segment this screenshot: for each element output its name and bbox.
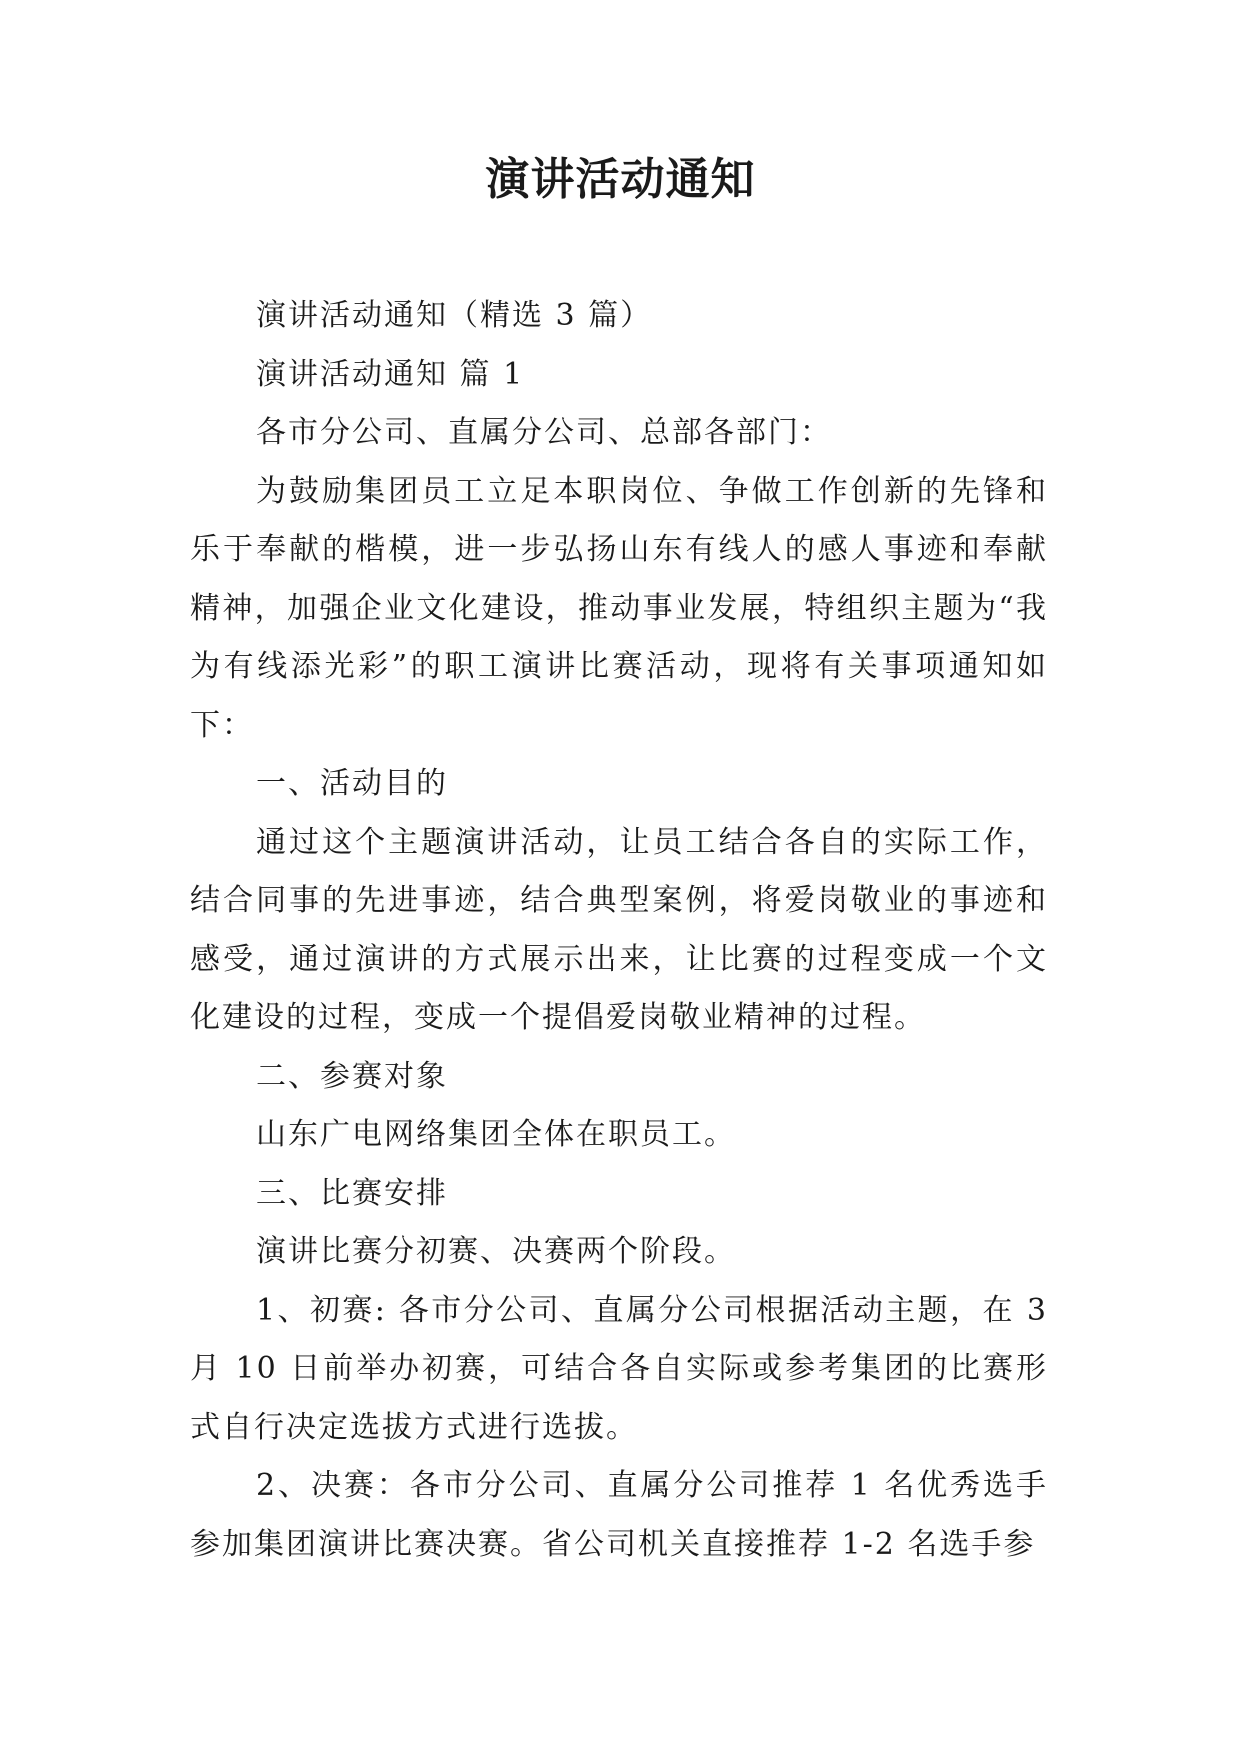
paragraph-preliminary: 1、初赛: 各市分公司、直属分公司根据活动主题，在 3 月 10 日前举办初赛，可结合各自实际或参考集团的比赛形式自行决定选拔方式进行选拔。 [190, 1292, 1048, 1445]
heading-participants: 二、参赛对象 [256, 1058, 448, 1094]
paragraph-salutation: 各市分公司、直属分公司、总部各部门： [256, 415, 832, 450]
heading-schedule: 三、比赛安排 [256, 1175, 448, 1211]
paragraph-schedule: 演讲比赛分初赛、决赛两个阶段。 [256, 1234, 736, 1269]
paragraph-final: 2、决赛：各市分公司、直属分公司推荐 1 名优秀选手参加集团演讲比赛决赛。省公司机关直接推荐 1-2 名选手参 [190, 1468, 1048, 1562]
paragraph-subtitle: 演讲活动通知（精选 3 篇） [256, 298, 653, 333]
paragraph-section-heading: 演讲活动通知 篇 1 [256, 356, 525, 392]
paragraph-intro: 为鼓励集团员工立足本职岗位、争做工作创新的先锋和乐于奉献的楷模，进一步弘扬山东有线人的感人事迹和奉献精神，加强企业文化建设，推动事业发展，特组织主题为“我为有线添光彩”的职工演讲比赛活动，现将有关事项通知如下： [190, 473, 1048, 743]
document-title: 演讲活动通知 [485, 154, 756, 205]
document-body [190, 287, 1048, 1574]
paragraph-participants: 山东广电网络集团全体在职员工。 [256, 1117, 736, 1152]
heading-purpose: 一、活动目的 [256, 766, 448, 801]
paragraph-purpose: 通过这个主题演讲活动，让员工结合各自的实际工作，结合同事的先进事迹，结合典型案例，将爱岗敬业的事迹和感受，通过演讲的方式展示出来，让比赛的过程变成一个文化建设的过程，变成一个提倡爱岗敬业精神的过程。 [190, 824, 1048, 1035]
